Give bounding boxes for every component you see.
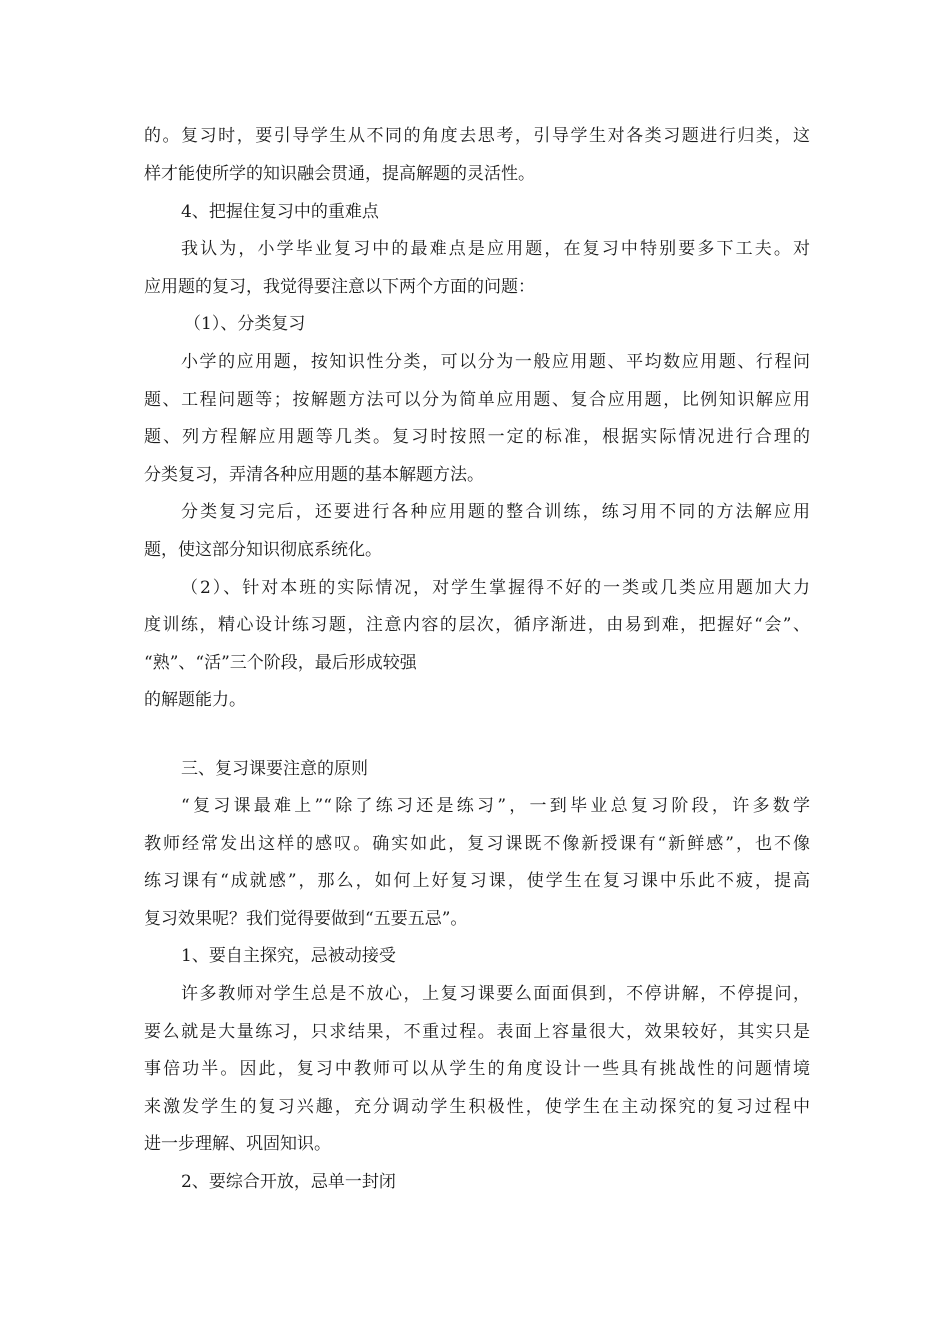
paragraph-line: 的。复习时，要引导学生从不同的角度去思考，引导学生对各类习题进行归类，这	[144, 126, 810, 146]
paragraph-line: 分类复习，弄清各种应用题的基本解题方法。	[144, 465, 484, 485]
paragraph-line: 度训练，精心设计练习题，注意内容的层次，循序渐进，由易到难，把握好“会”、	[144, 615, 810, 635]
section-heading: 4、把握住复习中的重难点	[181, 202, 379, 222]
subsection-heading: 1、要自主探究，忌被动接受	[181, 946, 396, 966]
section-heading: 三、复习课要注意的原则	[181, 759, 368, 779]
paragraph-line: 我认为，小学毕业复习中的最难点是应用题，在复习中特别要多下工夫。对	[181, 239, 810, 259]
paragraph-line: 许多教师对学生总是不放心，上复习课要么面面俱到，不停讲解，不停提问，	[181, 984, 810, 1004]
paragraph-line: “熟”、“活”三个阶段，最后形成较强	[144, 653, 417, 673]
paragraph-line: 题、工程问题等；按解题方法可以分为简单应用题、复合应用题，比例知识解应用	[144, 390, 810, 410]
subsection-heading: 2、要综合开放，忌单一封闭	[181, 1172, 396, 1192]
paragraph-line: 练习课有“成就感”，那么，如何上好复习课，使学生在复习课中乐此不疲，提高	[144, 871, 810, 891]
paragraph-line: 样才能使所学的知识融会贯通，提高解题的灵活性。	[144, 164, 535, 184]
paragraph-line: 复习效果呢？我们觉得要做到“五要五忌”。	[144, 909, 468, 929]
paragraph-line: 事倍功半。因此，复习中教师可以从学生的角度设计一些具有挑战性的问题情境	[144, 1059, 810, 1079]
paragraph-line: 要么就是大量练习，只求结果，不重过程。表面上容量很大，效果较好，其实只是	[144, 1022, 810, 1042]
subsection-heading: （1）、分类复习	[184, 314, 306, 334]
paragraph-line: （2）、针对本班的实际情况，对学生掌握得不好的一类或几类应用题加大力	[181, 578, 810, 598]
paragraph-line: 来激发学生的复习兴趣，充分调动学生积极性，使学生在主动探究的复习过程中	[144, 1097, 810, 1117]
paragraph-line: 进一步理解、巩固知识。	[144, 1134, 331, 1154]
paragraph-line: 题，使这部分知识彻底系统化。	[144, 540, 382, 560]
paragraph-line: 教师经常发出这样的感叹。确实如此，复习课既不像新授课有“新鲜感”，也不像	[144, 834, 810, 854]
paragraph-line: 应用题的复习，我觉得要注意以下两个方面的问题：	[144, 277, 535, 297]
paragraph-line: 分类复习完后，还要进行各种应用题的整合训练，练习用不同的方法解应用	[181, 502, 810, 522]
paragraph-line: 小学的应用题，按知识性分类，可以分为一般应用题、平均数应用题、行程问	[181, 352, 810, 372]
paragraph-line: 题、列方程解应用题等几类。复习时按照一定的标准，根据实际情况进行合理的	[144, 427, 810, 447]
paragraph-line: “复习课最难上”“除了练习还是练习”，一到毕业总复习阶段，许多数学	[181, 796, 810, 816]
paragraph-line: 的解题能力。	[144, 690, 246, 710]
